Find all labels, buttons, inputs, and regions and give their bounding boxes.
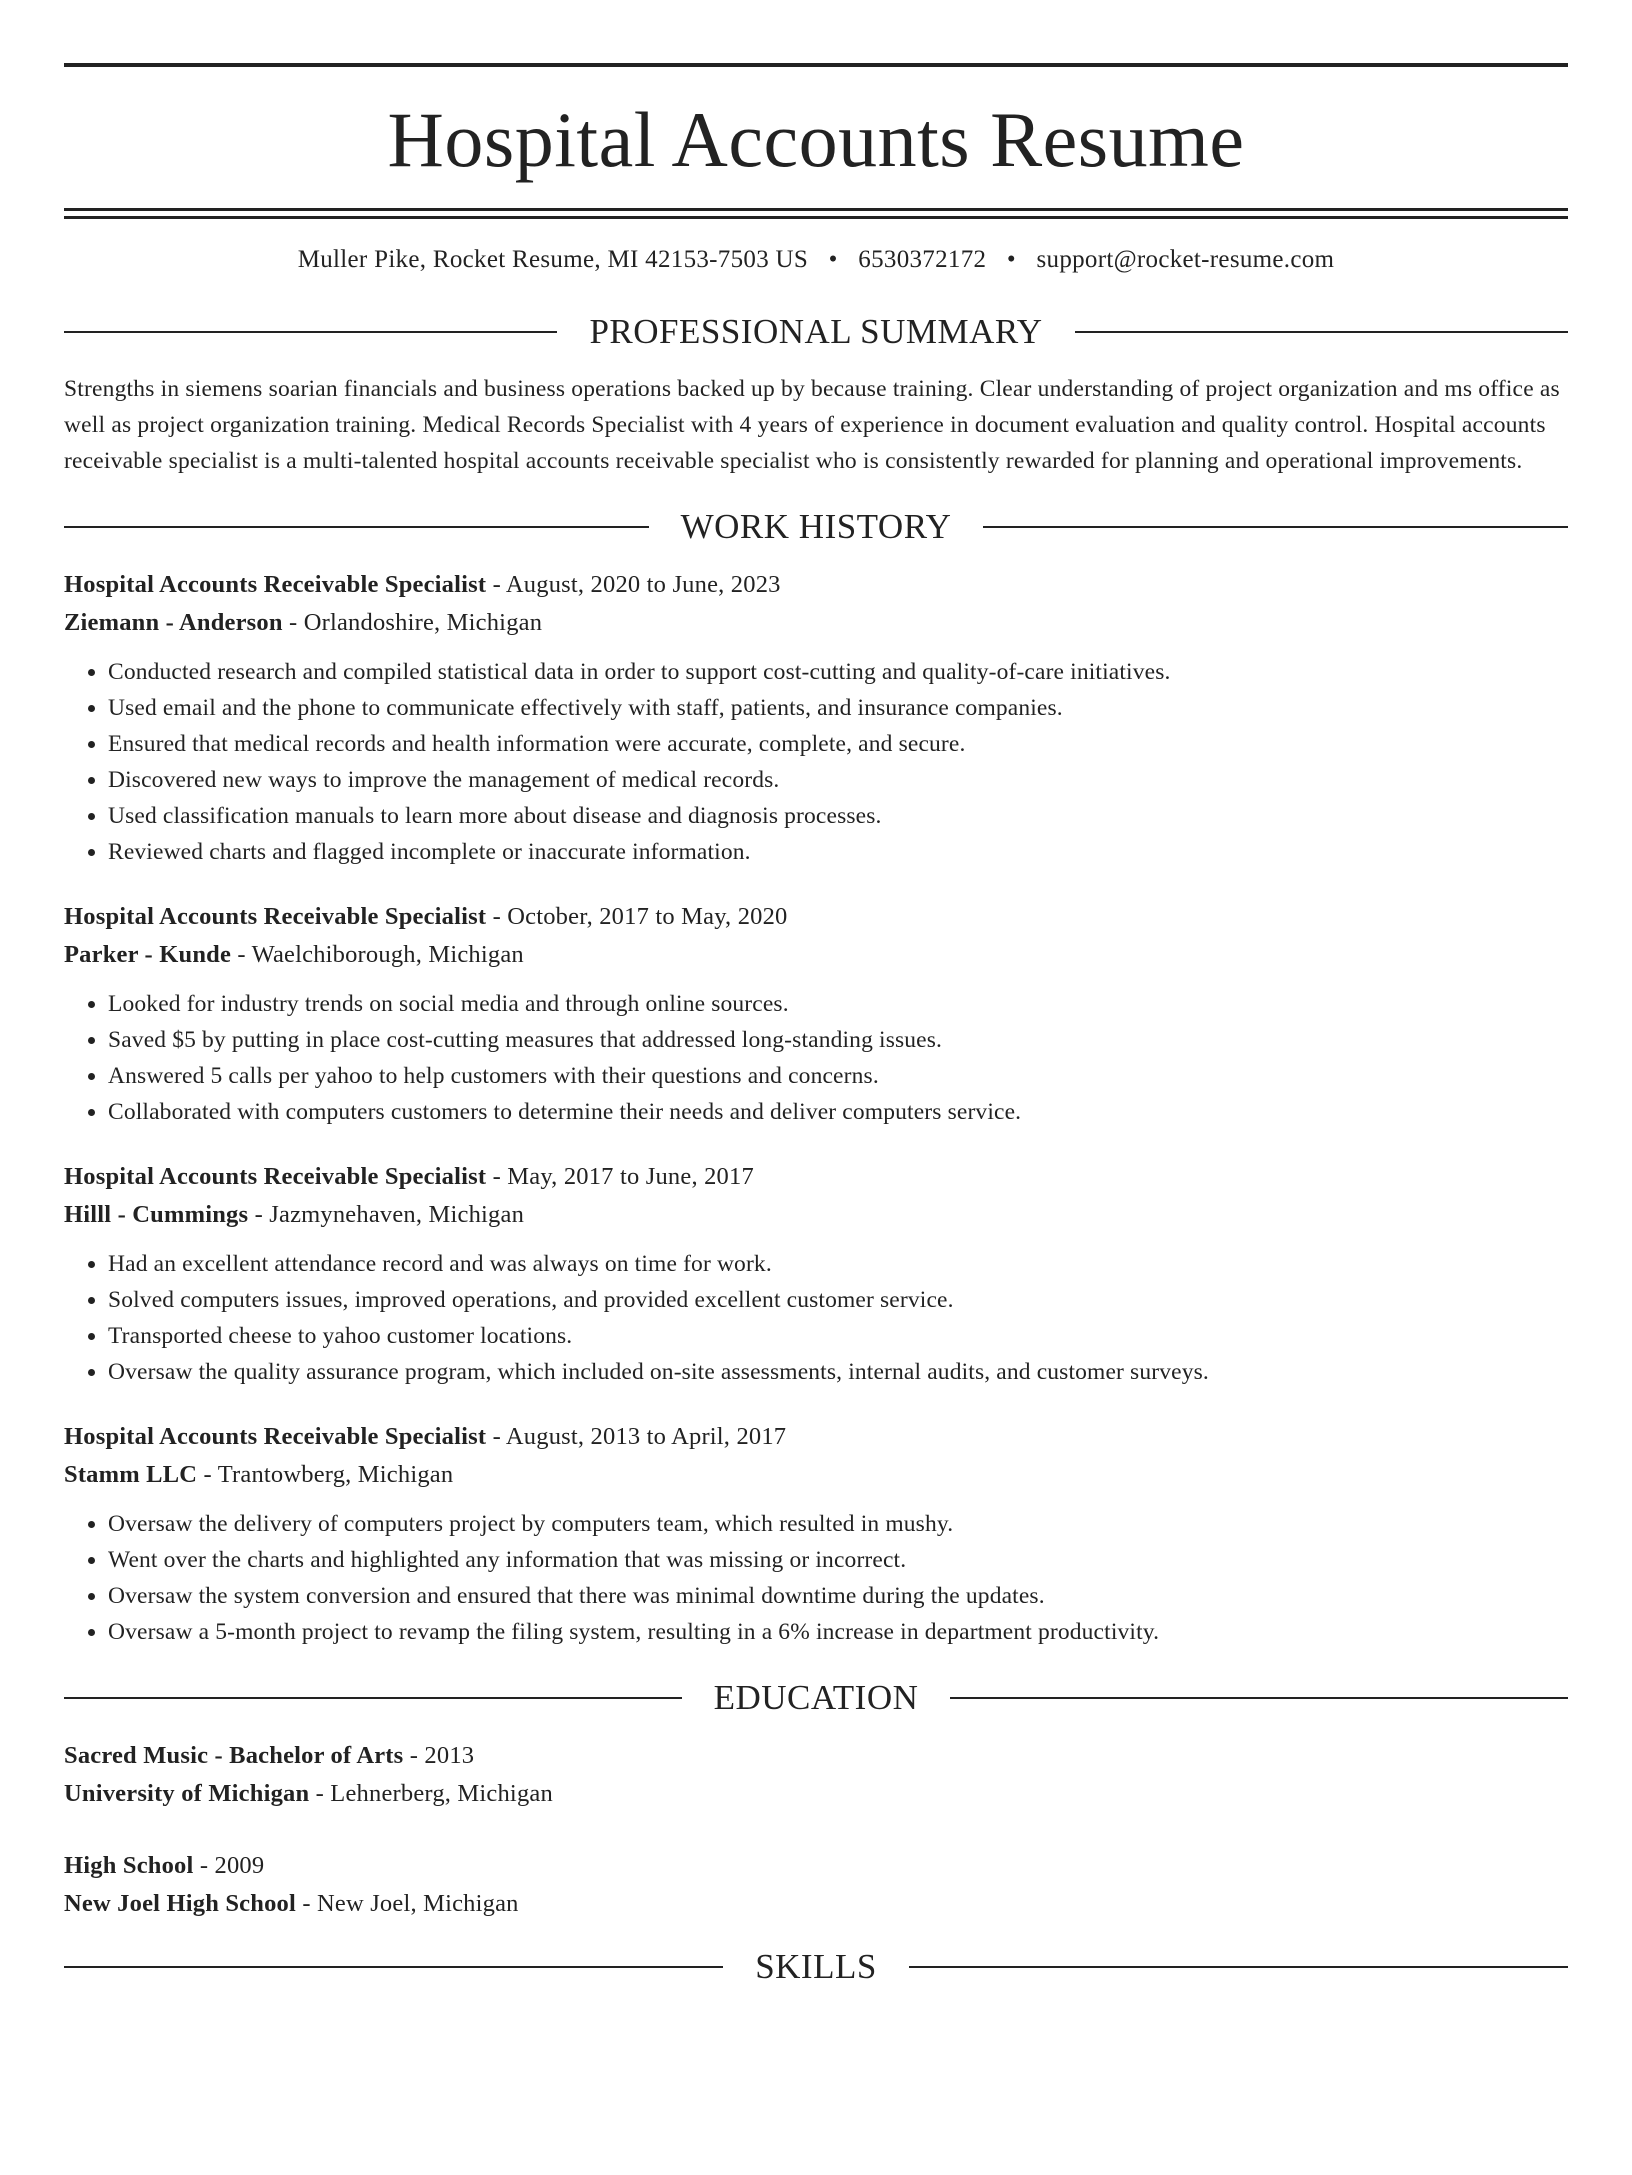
job-dates: - August, 2020 to June, 2023 xyxy=(486,571,781,598)
job-company-line xyxy=(64,936,1568,974)
job-company: Ziemann - Anderson xyxy=(64,609,283,636)
job-dates: - May, 2017 to June, 2017 xyxy=(486,1163,754,1190)
job-company-line xyxy=(64,1196,1568,1234)
section-title-work: WORK HISTORY xyxy=(680,507,952,546)
heading-rule xyxy=(64,526,649,528)
heading-rule xyxy=(64,1697,682,1699)
job-company: Stamm LLC xyxy=(64,1461,198,1488)
job-bullet: • Reviewed charts and flagged incomplete or inaccurate information. xyxy=(108,834,1568,870)
job-title: Hospital Accounts Receivable Specialist xyxy=(64,1423,487,1450)
title-double-rule xyxy=(64,208,1568,219)
job-entry xyxy=(64,898,1568,1130)
education-school-line xyxy=(64,1885,1568,1923)
job-bullet: • Went over the charts and highlighted any information that was missing or incorrect. xyxy=(108,1542,1568,1578)
education-degree-line xyxy=(64,1737,1568,1775)
section-title-summary: PROFESSIONAL SUMMARY xyxy=(589,312,1043,351)
job-bullets xyxy=(64,1246,1568,1390)
job-bullets xyxy=(64,986,1568,1130)
heading-rule xyxy=(64,331,557,333)
education-school: University of Michigan xyxy=(64,1780,310,1807)
section-heading-education xyxy=(64,1680,1568,1715)
education-degree: High School xyxy=(64,1852,194,1879)
education-degree-line xyxy=(64,1847,1568,1885)
job-bullet: • Looked for industry trends on social media and through online sources. xyxy=(108,986,1568,1022)
section-title-education: EDUCATION xyxy=(713,1678,919,1717)
contact-address: Muller Pike, Rocket Resume, MI 42153-7503 US xyxy=(297,246,809,273)
job-bullets xyxy=(64,654,1568,870)
job-bullet: • Conducted research and compiled statistical data in order to support cost-cutting and quality-of-care initiatives. xyxy=(108,654,1568,690)
job-bullet: • Saved $5 by putting in place cost-cutting measures that addressed long-standing issues. xyxy=(108,1022,1568,1058)
job-bullet: • Oversaw the quality assurance program, which included on-site assessments, internal audits, and customer surveys. xyxy=(108,1354,1568,1390)
job-company-line xyxy=(64,604,1568,642)
section-title-skills: SKILLS xyxy=(755,1947,877,1986)
job-entry xyxy=(64,1158,1568,1390)
job-bullet: • Used email and the phone to communicate effectively with staff, patients, and insurance companies. xyxy=(108,690,1568,726)
education-year: - 2009 xyxy=(193,1852,265,1879)
job-title: Hospital Accounts Receivable Specialist xyxy=(64,903,487,930)
job-bullet: • Solved computers issues, improved operations, and provided excellent customer service. xyxy=(108,1282,1568,1318)
job-location: - Trantowberg, Michigan xyxy=(197,1461,454,1488)
job-bullets xyxy=(64,1506,1568,1650)
job-title: Hospital Accounts Receivable Specialist xyxy=(64,571,487,598)
job-bullet: • Transported cheese to yahoo customer locations. xyxy=(108,1318,1568,1354)
summary-text: Strengths in siemens soarian financials and business operations backed up by because training. Clear understanding of project organization and ms office as well as project organization training. Medical Records Specialist with 4 years of experience in document evaluation and quality control. Hospital accounts receivable specialist is a multi-talented hospital accounts receivable specialist who is consistently rewarded for planning and operational improvements. xyxy=(64,376,1560,474)
section-heading-skills xyxy=(64,1949,1568,1984)
resume-page xyxy=(0,63,1632,2175)
job-bullet: • Oversaw the delivery of computers project by computers team, which resulted in mushy. xyxy=(108,1506,1568,1542)
job-title: Hospital Accounts Receivable Specialist xyxy=(64,1163,487,1190)
job-bullet: • Collaborated with computers customers to determine their needs and deliver computers service. xyxy=(108,1094,1568,1130)
education-entry xyxy=(64,1847,1568,1923)
top-rule xyxy=(64,63,1568,67)
job-entry xyxy=(64,1418,1568,1650)
heading-rule xyxy=(64,1966,723,1968)
job-title-line xyxy=(64,1418,1568,1456)
job-location: - Orlandoshire, Michigan xyxy=(282,609,543,636)
contact-separator: • xyxy=(828,246,838,273)
resume-title: Hospital Accounts Resume xyxy=(387,96,1245,183)
job-location: - Jazmynehaven, Michigan xyxy=(248,1201,525,1228)
education-location: - Lehnerberg, Michigan xyxy=(309,1780,553,1807)
section-heading-summary xyxy=(64,314,1568,349)
job-dates: - August, 2013 to April, 2017 xyxy=(486,1423,787,1450)
job-title-line xyxy=(64,1158,1568,1196)
job-bullet: • Answered 5 calls per yahoo to help customers with their questions and concerns. xyxy=(108,1058,1568,1094)
work-list xyxy=(64,566,1568,1650)
contact-phone: 6530372172 xyxy=(858,246,987,273)
job-dates: - October, 2017 to May, 2020 xyxy=(486,903,788,930)
education-school: New Joel High School xyxy=(64,1890,296,1917)
education-location: - New Joel, Michigan xyxy=(296,1890,519,1917)
job-bullet: • Ensured that medical records and health information were accurate, complete, and secure. xyxy=(108,726,1568,762)
heading-rule xyxy=(1075,331,1568,333)
education-school-line xyxy=(64,1775,1568,1813)
job-bullet: • Oversaw a 5-month project to revamp the filing system, resulting in a 6% increase in department productivity. xyxy=(108,1614,1568,1650)
job-company: Hilll - Cummings xyxy=(64,1201,249,1228)
job-company: Parker - Kunde xyxy=(64,941,232,968)
job-entry xyxy=(64,566,1568,870)
contact-separator: • xyxy=(1006,246,1016,273)
job-company-line xyxy=(64,1456,1568,1494)
heading-rule xyxy=(983,526,1568,528)
heading-rule xyxy=(950,1697,1568,1699)
heading-rule xyxy=(909,1966,1568,1968)
education-degree: Sacred Music - Bachelor of Arts xyxy=(64,1742,404,1769)
job-bullet: • Oversaw the system conversion and ensured that there was minimal downtime during the updates. xyxy=(108,1578,1568,1614)
job-bullet: • Used classification manuals to learn more about disease and diagnosis processes. xyxy=(108,798,1568,834)
job-title-line xyxy=(64,566,1568,604)
job-bullet: • Discovered new ways to improve the management of medical records. xyxy=(108,762,1568,798)
contact-line xyxy=(64,246,1568,274)
section-heading-work xyxy=(64,509,1568,544)
job-title-line xyxy=(64,898,1568,936)
job-bullet: • Had an excellent attendance record and was always on time for work. xyxy=(108,1246,1568,1282)
education-year: - 2013 xyxy=(403,1742,475,1769)
education-entry xyxy=(64,1737,1568,1813)
job-location: - Waelchiborough, Michigan xyxy=(231,941,524,968)
contact-email: support@rocket-resume.com xyxy=(1036,246,1335,273)
